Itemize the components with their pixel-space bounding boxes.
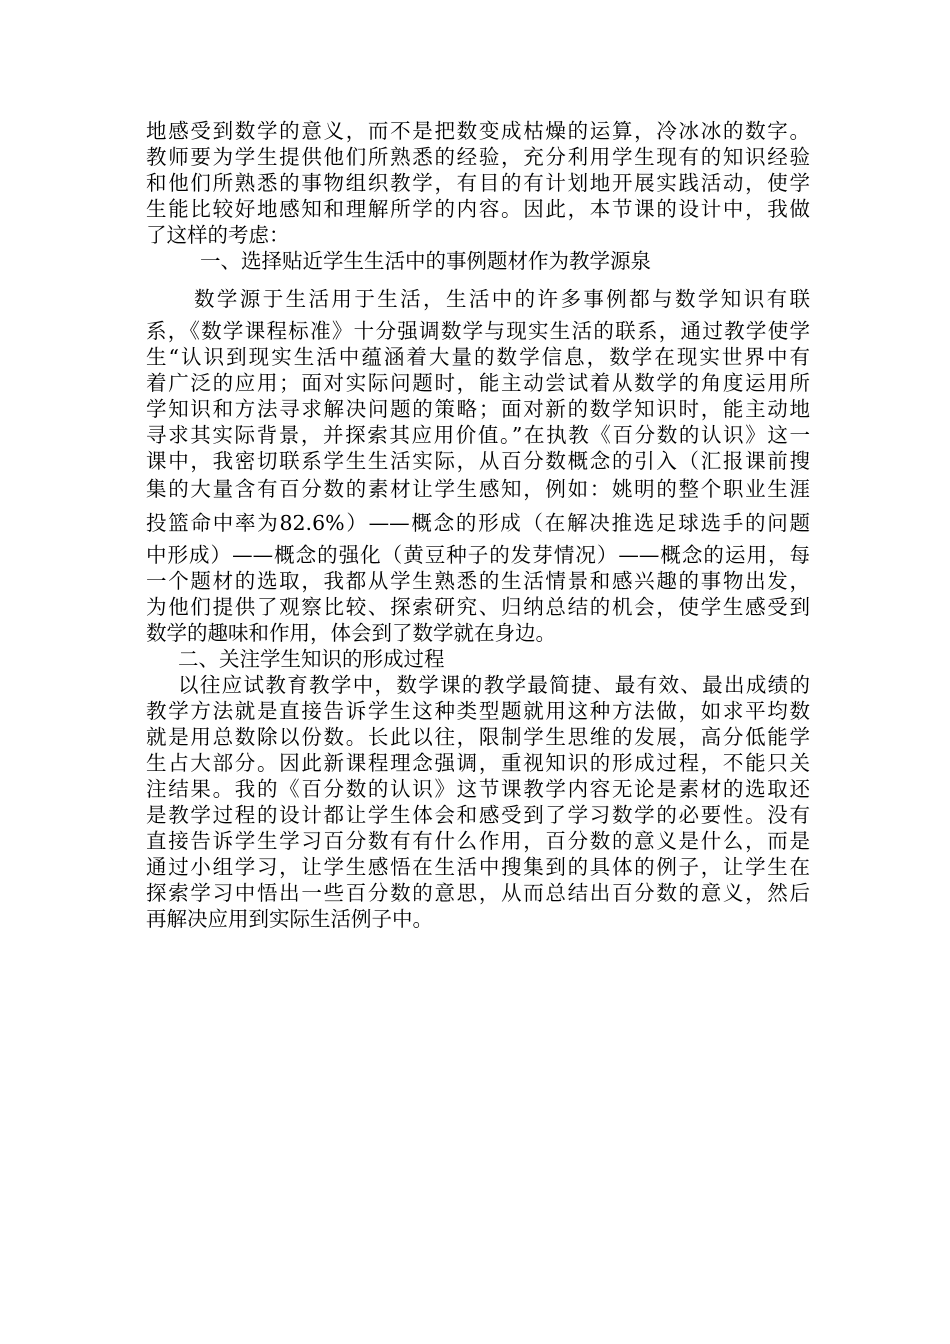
text-line: 注结果。我的《百分数的认识》这节课教学内容无论是素材的选取还 bbox=[146, 777, 810, 801]
text-line: 投篮命中率为82.6%）——概念的形成（在解决推选足球选手的问题 bbox=[146, 511, 810, 535]
paragraph-intro bbox=[146, 118, 810, 248]
text-line: 探索学习中悟出一些百分数的意思，从而总结出百分数的意义，然后 bbox=[146, 881, 810, 905]
text-line: 着广泛的应用；面对实际问题时，能主动尝试着从数学的角度运用所 bbox=[146, 371, 810, 395]
text-line: 中形成）——概念的强化（黄豆种子的发芽情况）——概念的运用，每 bbox=[146, 543, 810, 567]
text-line: 直接告诉学生学习百分数有有什么作用，百分数的意义是什么，而是 bbox=[146, 829, 810, 853]
text-line: 就是用总数除以份数。长此以往，限制学生思维的发展，高分低能学 bbox=[146, 725, 810, 749]
text-line: 教学方法就是直接告诉学生这种类型题就用这种方法做，如求平均数 bbox=[146, 699, 810, 723]
text-line: 系，《数学课程标准》十分强调数学与现实生活的联系，通过教学使学 bbox=[146, 319, 810, 343]
section-heading-1: 一、选择贴近学生生活中的事例题材作为教学源泉 bbox=[200, 249, 651, 273]
text-line: 数学的趣味和作用，体会到了数学就在身边。 bbox=[146, 621, 556, 645]
text-line: 学知识和方法寻求解决问题的策略；面对新的数学知识时，能主动地 bbox=[146, 397, 810, 421]
section-heading-2: 二、关注学生知识的形成过程 bbox=[178, 647, 445, 671]
document-page bbox=[146, 118, 810, 932]
text-line: 一个题材的选取，我都从学生熟悉的生活情景和感兴趣的事物出发， bbox=[146, 569, 810, 593]
text-line: 生“认识到现实生活中蕴涵着大量的数学信息，数学在现实世界中有 bbox=[146, 345, 810, 369]
text-line: 和他们所熟悉的事物组织教学，有目的有计划地开展实践活动，使学 bbox=[146, 171, 810, 195]
text-line: 了这样的考虑： bbox=[146, 223, 290, 247]
text-line: 集的大量含有百分数的素材让学生感知，例如：姚明的整个职业生涯 bbox=[146, 477, 810, 501]
paragraph-section-2 bbox=[146, 672, 810, 932]
text-line: 为他们提供了观察比较、探索研究、归纳总结的机会，使学生感受到 bbox=[146, 595, 810, 619]
text-line: 数学源于生活用于生活，生活中的许多事例都与数学知识有联 bbox=[194, 287, 810, 311]
text-line: 通过小组学习，让学生感悟在生活中搜集到的具体的例子，让学生在 bbox=[146, 855, 810, 879]
text-line: 以往应试教育教学中，数学课的教学最简捷、最有效、最出成绩的 bbox=[178, 673, 810, 697]
text-line: 是教学过程的设计都让学生体会和感受到了学习数学的必要性。没有 bbox=[146, 803, 810, 827]
text-line: 地感受到数学的意义，而不是把数变成枯燥的运算，冷冰冰的数字。 bbox=[146, 119, 810, 143]
paragraph-section-1 bbox=[146, 284, 810, 646]
text-line: 再解决应用到实际生活例子中。 bbox=[146, 907, 433, 931]
text-line: 教师要为学生提供他们所熟悉的经验，充分利用学生现有的知识经验 bbox=[146, 145, 810, 169]
text-line: 生占大部分。因此新课程理念强调，重视知识的形成过程，不能只关 bbox=[146, 751, 810, 775]
text-line: 生能比较好地感知和理解所学的内容。因此，本节课的设计中，我做 bbox=[146, 197, 810, 221]
text-line: 课中，我密切联系学生生活实际，从百分数概念的引入（汇报课前搜 bbox=[146, 449, 810, 473]
text-line: 寻求其实际背景，并探索其应用价值。”在执教《百分数的认识》这一 bbox=[146, 423, 810, 447]
